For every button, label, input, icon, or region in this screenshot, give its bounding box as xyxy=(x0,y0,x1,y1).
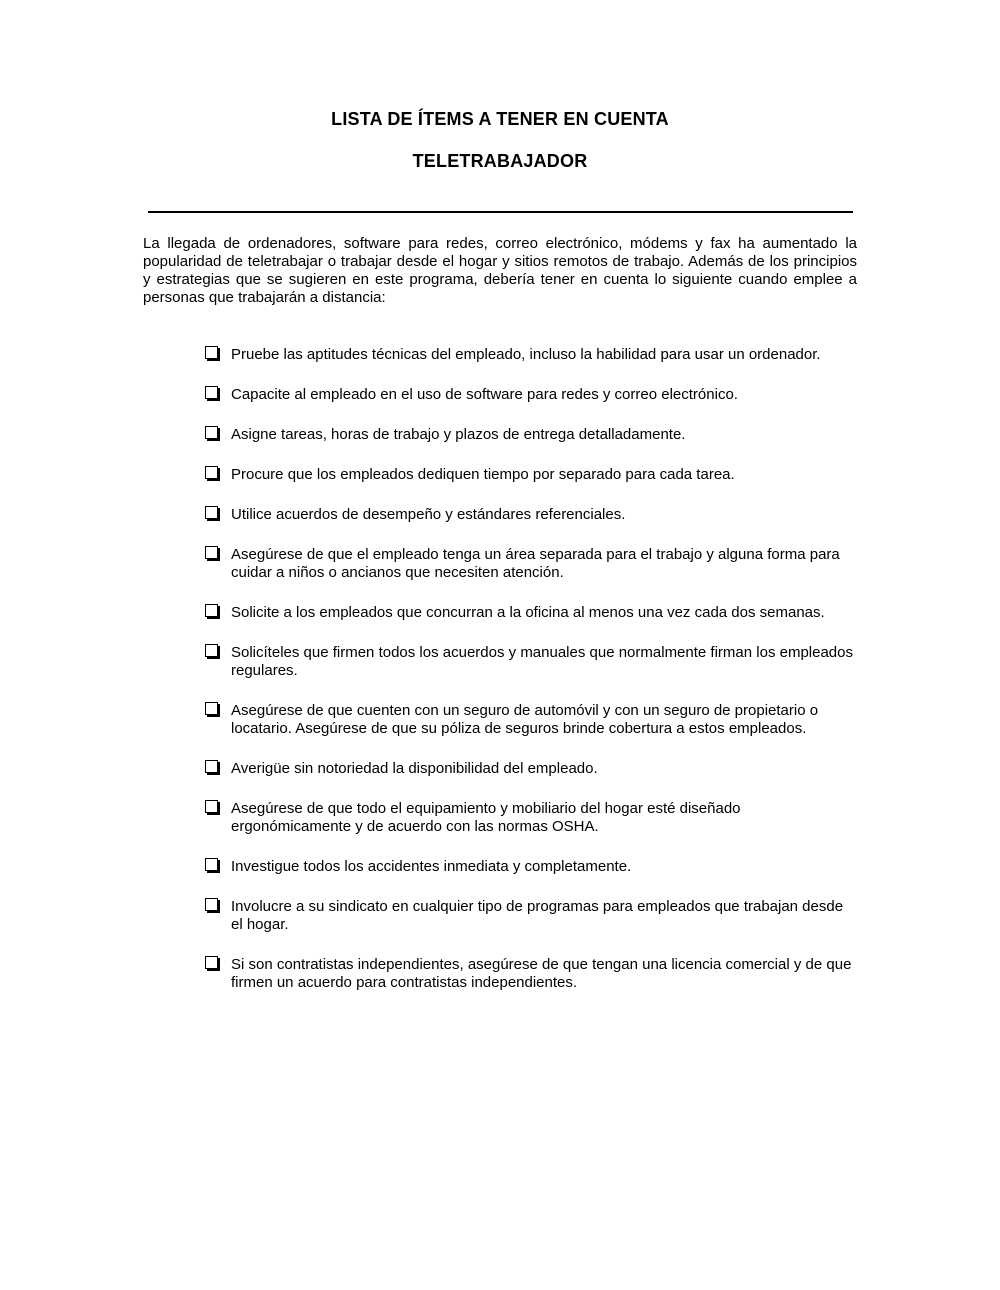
checklist-item-text: Utilice acuerdos de desempeño y estándares referenciales. xyxy=(231,506,626,523)
checklist-item xyxy=(205,702,855,738)
empty-checkbox-icon xyxy=(205,702,218,715)
empty-checkbox-icon xyxy=(205,346,218,359)
document-title: LISTA DE ÍTEMS A TENER EN CUENTA xyxy=(331,109,669,129)
document-subtitle: TELETRABAJADOR xyxy=(412,151,588,171)
checklist-item xyxy=(205,858,855,876)
empty-checkbox-icon xyxy=(205,506,218,519)
empty-checkbox-icon xyxy=(205,546,218,559)
checklist-item xyxy=(205,800,855,836)
empty-checkbox-icon xyxy=(205,644,218,657)
checklist-item xyxy=(205,760,855,778)
checklist-item-text: Pruebe las aptitudes técnicas del empleado, incluso la habilidad para usar un ordenador. xyxy=(231,346,821,363)
checklist-item-text: Asigne tareas, horas de trabajo y plazos de entrega detalladamente. xyxy=(231,426,686,443)
empty-checkbox-icon xyxy=(205,426,218,439)
checklist-item-text: Involucre a su sindicato en cualquier tipo de programas para empleados que trabajan desde el hogar. xyxy=(231,898,844,933)
checklist-item xyxy=(205,386,855,404)
checklist-item-text: Solicíteles que firmen todos los acuerdos y manuales que normalmente firman los empleados regulares. xyxy=(231,644,853,679)
empty-checkbox-icon xyxy=(205,466,218,479)
checklist xyxy=(205,346,855,1014)
checklist-item-text: Capacite al empleado en el uso de software para redes y correo electrónico. xyxy=(231,386,738,403)
checklist-item-text: Procure que los empleados dediquen tiempo por separado para cada tarea. xyxy=(231,466,735,483)
checklist-item xyxy=(205,426,855,444)
checklist-item xyxy=(205,506,855,524)
checklist-item-text: Investigue todos los accidentes inmediata y completamente. xyxy=(231,858,632,875)
empty-checkbox-icon xyxy=(205,858,218,871)
empty-checkbox-icon xyxy=(205,800,218,813)
empty-checkbox-icon xyxy=(205,760,218,773)
checklist-item xyxy=(205,956,855,992)
checklist-item xyxy=(205,346,855,364)
checklist-item-text: Asegúrese de que todo el equipamiento y mobiliario del hogar esté diseñado ergonómicamente y de acuerdo con las normas OSHA. xyxy=(231,800,741,835)
checklist-item xyxy=(205,604,855,622)
checklist-item xyxy=(205,546,855,582)
empty-checkbox-icon xyxy=(205,386,218,399)
intro-paragraph: La llegada de ordenadores, software para redes, correo electrónico, módems y fax ha aumentado la popularidad de teletrabajar o trabajar desde el hogar y sitios remotos de trabajo. Además de los principios y estrategias que se sugieren en este programa, debería tener en cuenta lo siguiente cuando emplee a personas que trabajarán a distancia: xyxy=(143,235,857,306)
checklist-item xyxy=(205,466,855,484)
checklist-item-text: Asegúrese de que el empleado tenga un área separada para el trabajo y alguna forma para cuidar a niños o ancianos que necesiten atención. xyxy=(231,546,840,581)
empty-checkbox-icon xyxy=(205,956,218,969)
empty-checkbox-icon xyxy=(205,898,218,911)
empty-checkbox-icon xyxy=(205,604,218,617)
checklist-item-text: Averigüe sin notoriedad la disponibilidad del empleado. xyxy=(231,760,598,777)
checklist-item xyxy=(205,898,855,934)
title-divider xyxy=(148,211,853,213)
checklist-item xyxy=(205,644,855,680)
checklist-item-text: Asegúrese de que cuenten con un seguro de automóvil y con un seguro de propietario o locatario. Asegúrese de que su póliza de seguros brinde cobertura a estos empleados. xyxy=(231,702,819,737)
checklist-item-text: Si son contratistas independientes, asegúrese de que tengan una licencia comercial y de que firmen un acuerdo para contratistas independientes. xyxy=(231,956,852,991)
checklist-item-text: Solicite a los empleados que concurran a la oficina al menos una vez cada dos semanas. xyxy=(231,604,825,621)
